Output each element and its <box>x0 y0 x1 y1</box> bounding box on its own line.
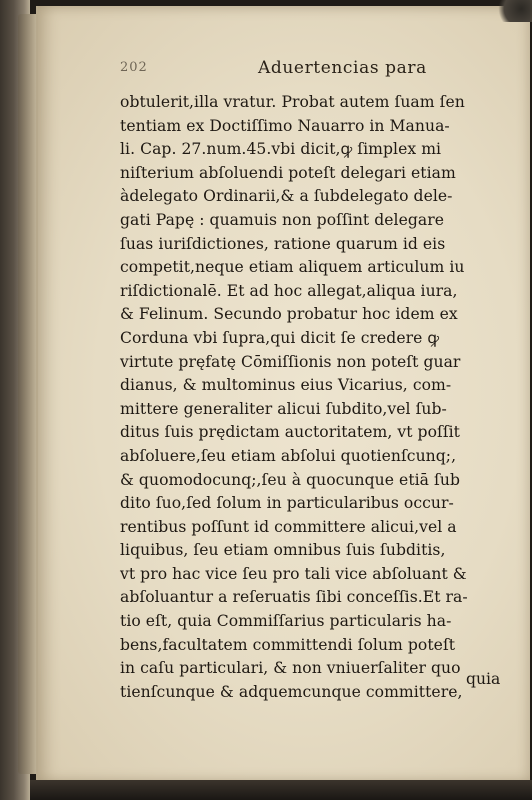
text-line: tio eſt, quia Commiſſarius particularis ha- <box>120 612 452 631</box>
text-line: ditus ſuis prędictam auctoritatem, vt poſſit <box>120 423 461 442</box>
running-head: Aduertencias para <box>258 58 427 78</box>
text-line: abſoluere,ſeu etiam abſolui quotienſcunq;, <box>120 446 457 465</box>
text-line: abſoluantur a reſeruatis ſibi conceſſis.Et ra- <box>120 588 468 607</box>
text-line: li. Cap. 27.num.45.vbi dicit,ꝙ ſimplex mi <box>120 140 442 159</box>
text-line: dito ſuo,ſed ſolum in particularibus occur- <box>120 494 454 513</box>
text-line: virtute pręfatę Cōmiſſionis non poteſt guar <box>120 352 461 371</box>
text-line: àdelegato Ordinarii,& a ſubdelegato dele- <box>120 187 453 206</box>
text-line: in caſu particulari, & non vniuerſaliter quo <box>120 659 461 678</box>
catchword: quia <box>466 670 501 688</box>
text-line: gati Papę : quamuis non poſſint delegare <box>120 210 445 229</box>
text-line: niſterium abſoluendi poteſt delegari etiam <box>120 163 456 182</box>
text-line: rentibus poſſunt id committere alicui,vel a <box>120 517 457 536</box>
text-line: tentiam ex Doctiſſimo Nauarro in Manua- <box>120 116 450 135</box>
scan-corner-mark <box>496 0 532 22</box>
text-line: & Felinum. Secundo probatur hoc idem ex <box>120 305 458 324</box>
text-line: competit,neque etiam aliquem articulum iu <box>120 258 465 277</box>
text-line: riſdictionalē. Et ad hoc allegat,aliqua iura, <box>120 281 458 300</box>
text-line: obtulerit,illa vratur. Probat autem ſuam ſen <box>120 93 465 111</box>
text-line: dianus, & multominus eius Vicarius, com- <box>120 376 452 395</box>
text-line: tienſcunque & adquemcunque committere, <box>120 682 463 701</box>
text-line: & quomodocunq;,ſeu à quocunque etiā ſub <box>120 470 460 489</box>
text-line: ſuas iuriſdictiones, ratione quarum id eis <box>120 234 446 253</box>
text-line: mittere generaliter alicui ſubdito,vel ſub- <box>120 399 447 418</box>
text-line: Corduna vbi ſupra,qui dicit ſe credere ꝙ <box>120 328 440 347</box>
text-line: vt pro hac vice ſeu pro tali vice abſoluant & <box>120 564 467 583</box>
text-line: bens,facultatem committendi ſolum poteſt <box>120 635 456 654</box>
text-line: liquibus, ſeu etiam omnibus ſuis ſubditis, <box>120 541 446 560</box>
page-number: 202 <box>120 60 148 75</box>
page-bottom-shadow <box>30 780 532 800</box>
body-text-block <box>120 91 520 704</box>
